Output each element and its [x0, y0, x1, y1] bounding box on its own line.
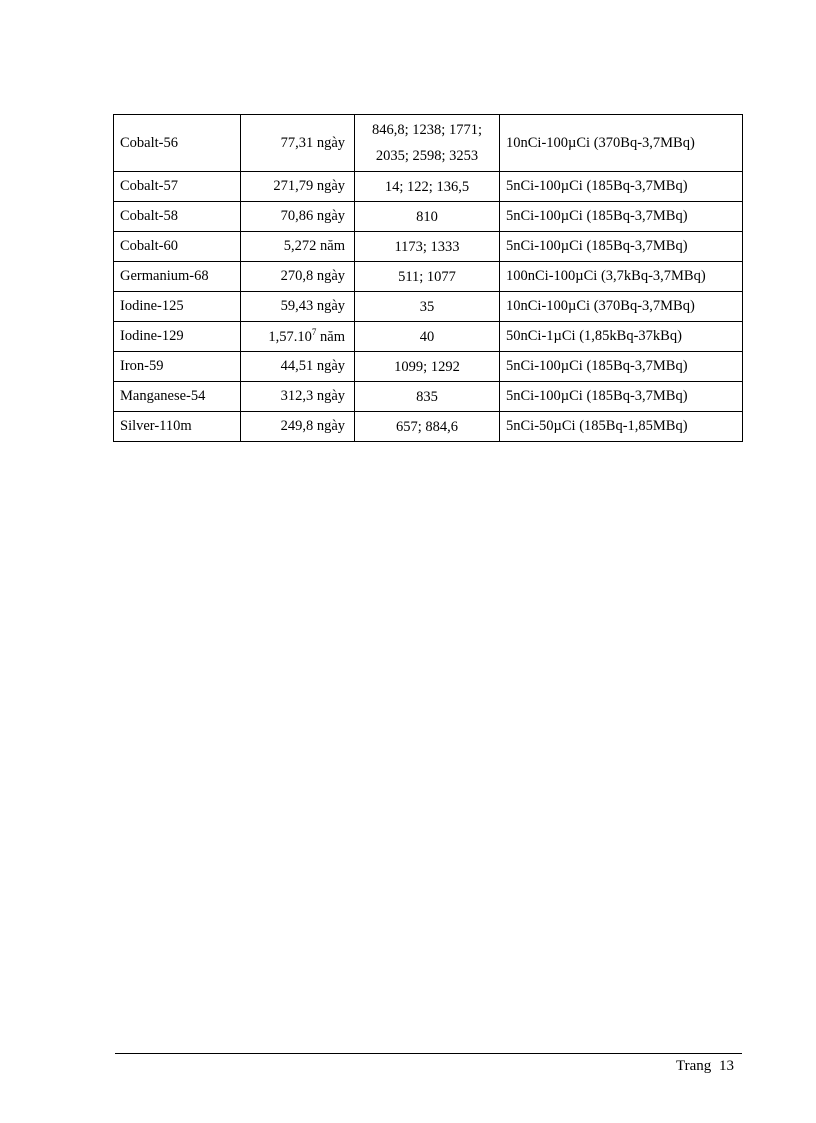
nuclide-cell: Germanium-68 — [114, 262, 241, 292]
activity-cell: 5nCi-100µCi (185Bq-3,7MBq) — [500, 202, 743, 232]
half-life-cell: 44,51 ngày — [241, 352, 355, 382]
half-life-cell: 77,31 ngày — [241, 115, 355, 172]
radionuclide-table — [113, 114, 743, 442]
page-footer — [672, 1058, 734, 1075]
half-life-base: 1,57.10 — [268, 328, 312, 345]
activity-cell: 5nCi-100µCi (185Bq-3,7MBq) — [500, 232, 743, 262]
energy-cell: 35 — [355, 292, 500, 322]
half-life-cell: 59,43 ngày — [241, 292, 355, 322]
energy-cell: 511; 1077 — [355, 262, 500, 292]
table-body — [114, 115, 743, 442]
table-row — [114, 262, 743, 292]
activity-cell: 10nCi-100µCi (370Bq-3,7MBq) — [500, 292, 743, 322]
half-life-cell — [241, 322, 355, 352]
table-row — [114, 412, 743, 442]
nuclide-cell: Cobalt-58 — [114, 202, 241, 232]
half-life-cell: 249,8 ngày — [241, 412, 355, 442]
footer-divider — [115, 1053, 742, 1054]
page-label: Trang — [675, 1058, 712, 1074]
half-life-exponent: 7 — [311, 327, 317, 338]
nuclide-cell: Iodine-125 — [114, 292, 241, 322]
energy-cell: 1099; 1292 — [355, 352, 500, 382]
table-row — [114, 292, 743, 322]
nuclide-cell: Cobalt-56 — [114, 115, 241, 172]
half-life-cell: 5,272 năm — [241, 232, 355, 262]
activity-cell: 50nCi-1µCi (1,85kBq-37kBq) — [500, 322, 743, 352]
table-row — [114, 202, 743, 232]
energy-cell: 835 — [355, 382, 500, 412]
half-life-cell: 270,8 ngày — [241, 262, 355, 292]
energy-cell: 14; 122; 136,5 — [355, 172, 500, 202]
energy-cell: 810 — [355, 202, 500, 232]
nuclide-cell: Cobalt-57 — [114, 172, 241, 202]
energy-cell: 657; 884,6 — [355, 412, 500, 442]
table-row — [114, 322, 743, 352]
nuclide-cell: Silver-110m — [114, 412, 241, 442]
table-row — [114, 172, 743, 202]
nuclide-cell: Manganese-54 — [114, 382, 241, 412]
table-row — [114, 115, 743, 172]
table-row — [114, 232, 743, 262]
nuclide-cell: Iron-59 — [114, 352, 241, 382]
activity-cell: 5nCi-50µCi (185Bq-1,85MBq) — [500, 412, 743, 442]
activity-cell: 5nCi-100µCi (185Bq-3,7MBq) — [500, 352, 743, 382]
half-life-cell: 271,79 ngày — [241, 172, 355, 202]
page-number: 13 — [719, 1058, 734, 1074]
nuclide-cell: Cobalt-60 — [114, 232, 241, 262]
half-life-cell: 70,86 ngày — [241, 202, 355, 232]
table-row — [114, 352, 743, 382]
activity-cell: 5nCi-100µCi (185Bq-3,7MBq) — [500, 172, 743, 202]
energy-cell: 1173; 1333 — [355, 232, 500, 262]
energy-cell: 846,8; 1238; 1771; 2035; 2598; 3253 — [355, 115, 500, 172]
activity-cell: 100nCi-100µCi (3,7kBq-3,7MBq) — [500, 262, 743, 292]
activity-cell: 5nCi-100µCi (185Bq-3,7MBq) — [500, 382, 743, 412]
half-life-cell: 312,3 ngày — [241, 382, 355, 412]
energy-cell: 40 — [355, 322, 500, 352]
table-row — [114, 382, 743, 412]
nuclide-cell: Iodine-129 — [114, 322, 241, 352]
half-life-unit: năm — [316, 328, 345, 345]
activity-cell: 10nCi-100µCi (370Bq-3,7MBq) — [500, 115, 743, 172]
